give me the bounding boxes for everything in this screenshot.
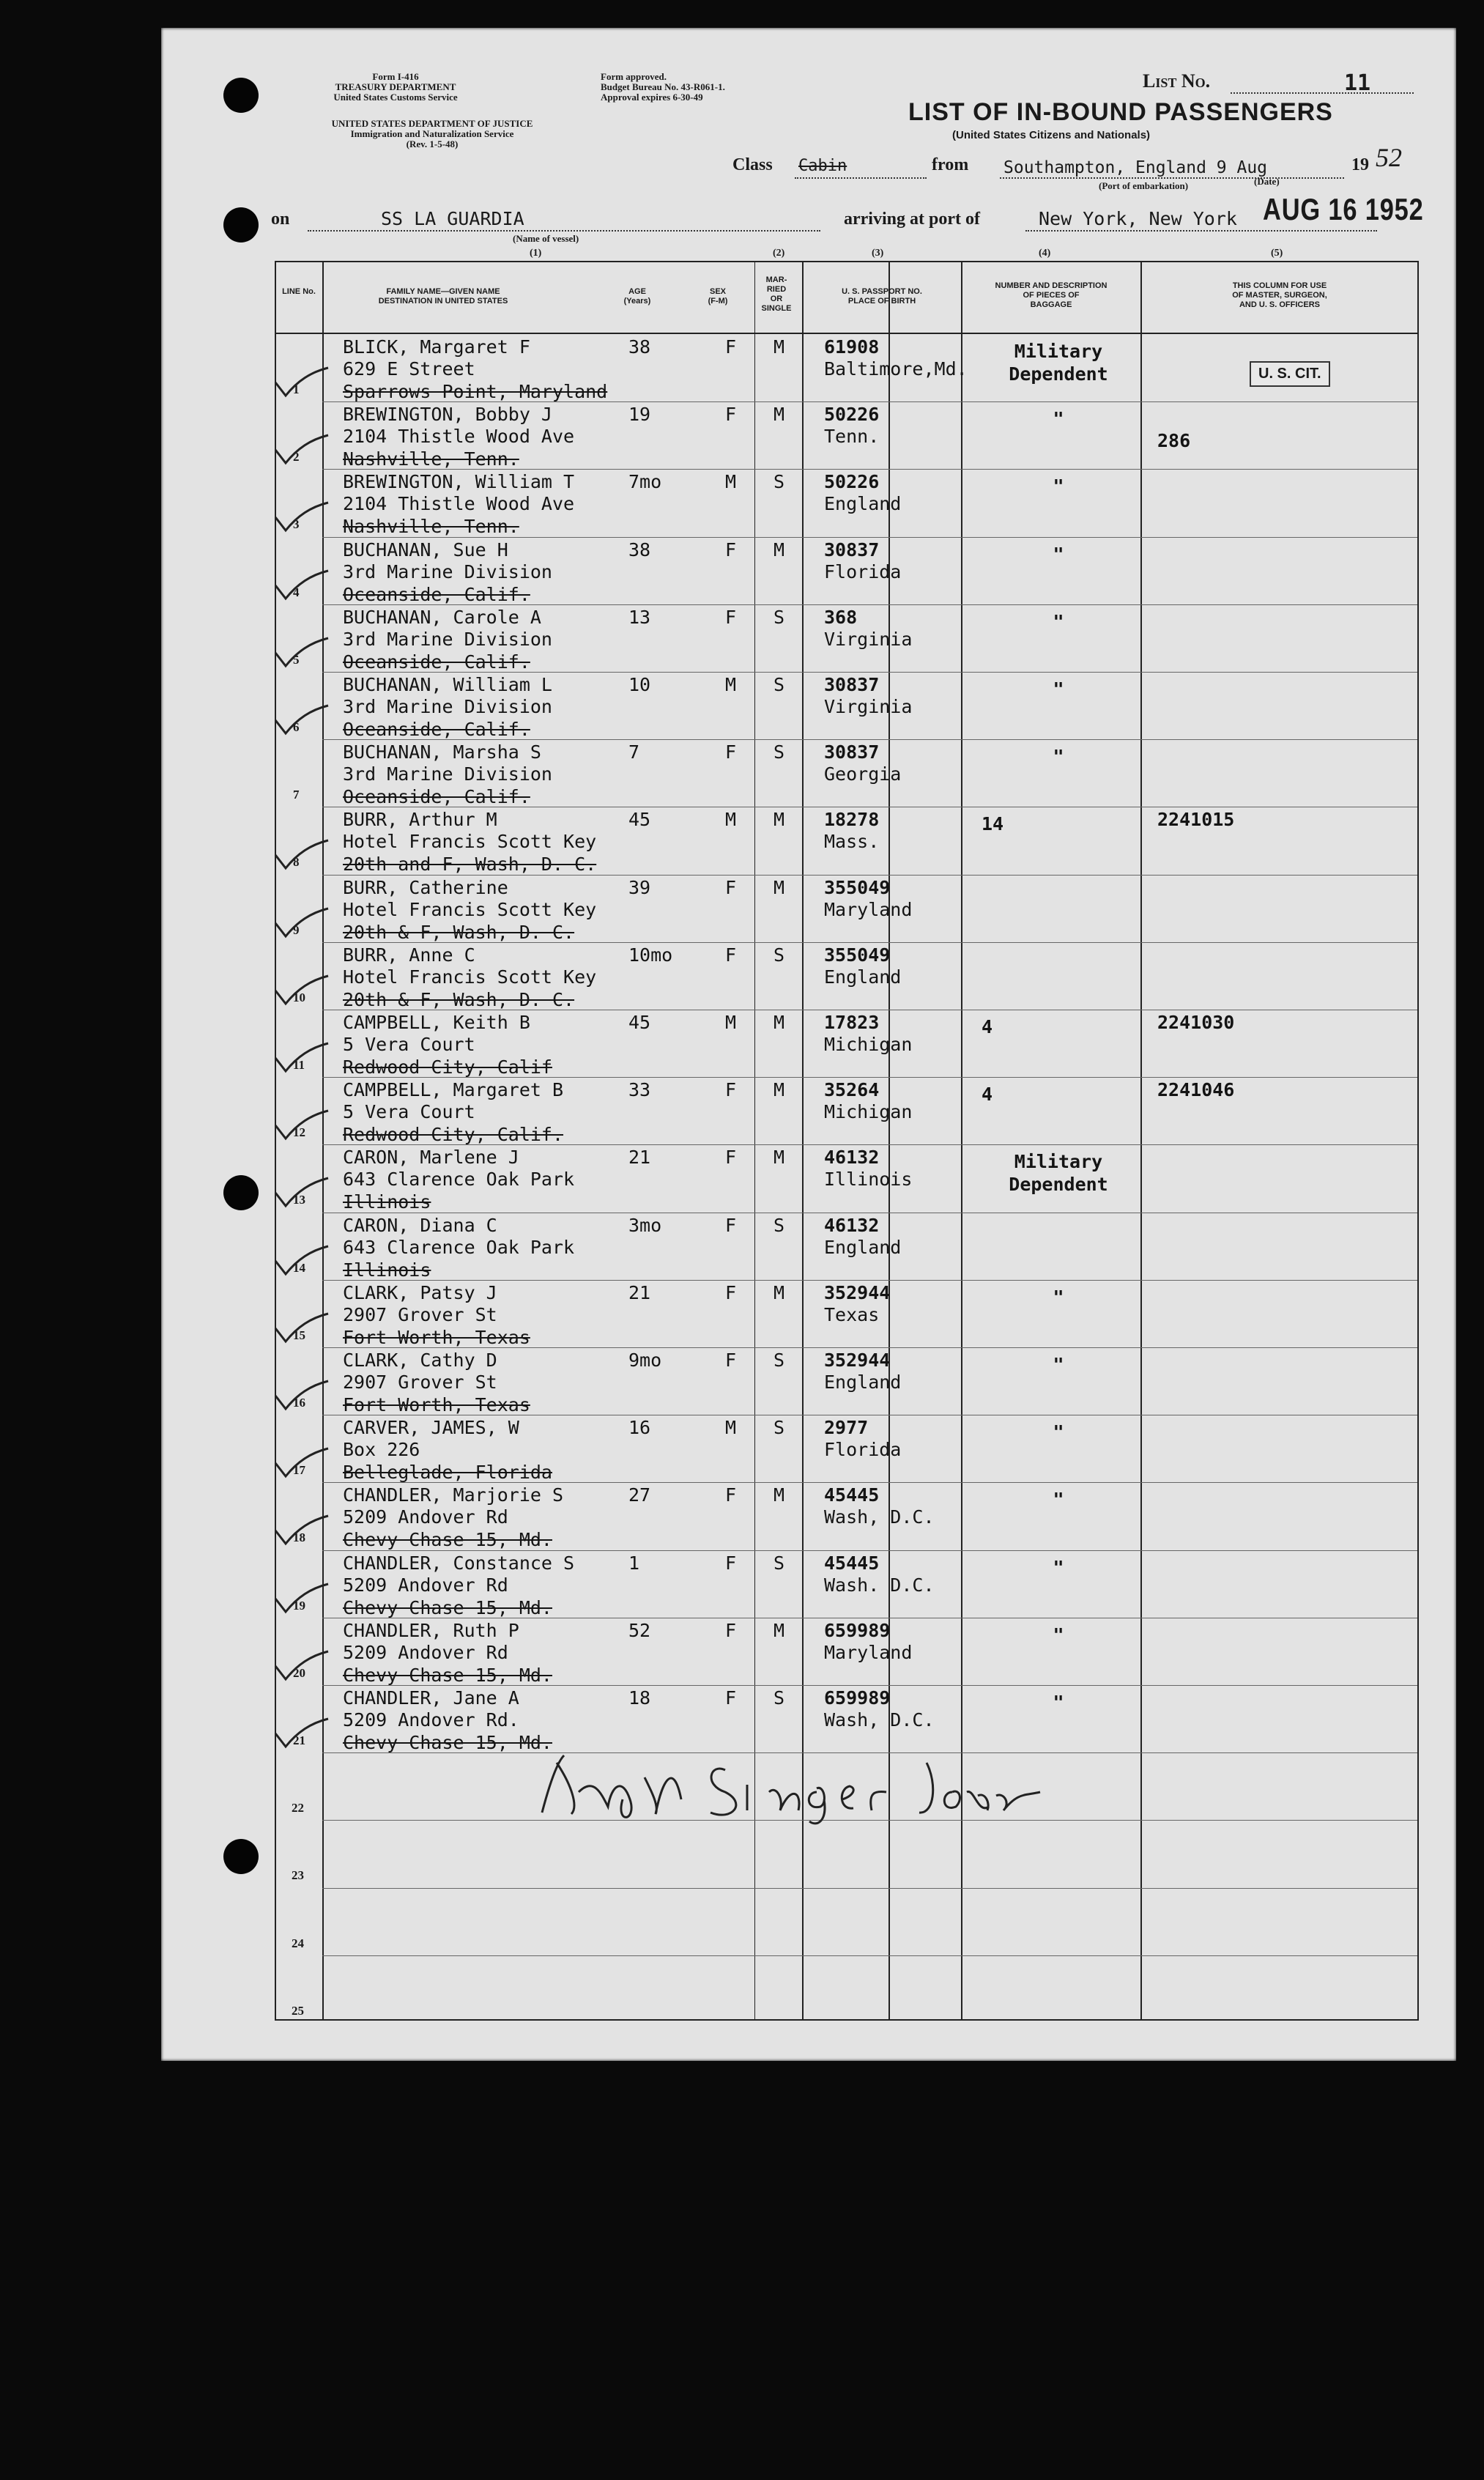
age-cell: 1 [628, 1552, 640, 1574]
age-cell: 21 [628, 1281, 651, 1303]
passenger-name: BURR, Catherine [343, 876, 508, 898]
sex-cell: F [725, 1552, 737, 1574]
year-prefix: 19 [1351, 155, 1369, 174]
destination-street: 3rd Marine Division [343, 696, 552, 717]
class-value: Cabin [798, 157, 847, 175]
baggage-cell: " [1053, 1692, 1064, 1713]
table-bottom-border [275, 2019, 1417, 2021]
destination-street: Hotel Francis Scott Key [343, 898, 597, 920]
col-divider [1140, 261, 1142, 2021]
date-note: (Date) [1254, 176, 1280, 187]
line-number: 7 [293, 788, 300, 802]
checkmark-icon [272, 704, 331, 736]
line-number: 23 [292, 1868, 304, 1883]
passenger-name: BUCHANAN, William L [343, 674, 552, 695]
sex-cell: F [725, 1214, 737, 1236]
destination-city: Fort Worth, Texas [343, 1394, 530, 1415]
column-number: (1) [530, 248, 542, 259]
destination-city: Illinois [343, 1259, 431, 1281]
sex-cell: F [725, 1484, 737, 1506]
place-of-birth: Wash, D.C. [824, 1506, 935, 1528]
marital-status-cell: M [773, 1619, 785, 1641]
age-cell: 45 [628, 1012, 651, 1033]
table-row-divider [322, 1955, 1417, 1956]
passport-number: 352944 [824, 1350, 891, 1371]
sex-cell: F [725, 876, 737, 898]
passenger-name: BREWINGTON, Bobby J [343, 404, 552, 426]
line-number: 24 [292, 1936, 304, 1950]
marital-status-cell: M [773, 1079, 785, 1101]
column-number: (4) [1039, 248, 1051, 259]
destination-city: Redwood City, Calif [343, 1056, 552, 1078]
age-cell: 7 [628, 741, 640, 763]
baggage-cell: " [1053, 1286, 1064, 1308]
destination-city: 20th & F, Wash, D. C. [343, 921, 575, 943]
line-number: 25 [292, 2003, 304, 2018]
destination-street: 5209 Andover Rd. [343, 1709, 519, 1731]
table-row-divider [322, 1280, 1417, 1281]
marital-status-cell: S [773, 674, 785, 695]
baggage-cell: " [1053, 1556, 1064, 1578]
sex-cell: M [725, 1417, 737, 1439]
age-cell: 9mo [628, 1350, 662, 1371]
passenger-name: BREWINGTON, William T [343, 471, 575, 493]
destination-city: Nashville, Tenn. [343, 448, 519, 470]
passport-number: 659989 [824, 1619, 891, 1641]
marital-status-cell: S [773, 471, 785, 493]
passport-number: 45445 [824, 1552, 880, 1574]
age-cell: 21 [628, 1147, 651, 1169]
punch-hole [223, 1839, 259, 1874]
passenger-name: CARON, Diana C [343, 1214, 497, 1236]
checkmark-icon [272, 569, 331, 602]
sex-cell: F [725, 336, 737, 358]
destination-street: 629 E Street [343, 358, 475, 380]
sex-cell: F [725, 606, 737, 628]
place-of-birth: Michigan [824, 1034, 913, 1055]
destination-city: Oceanside, Calif. [343, 651, 530, 673]
destination-street: 643 Clarence Oak Park [343, 1169, 575, 1191]
destination-city: Oceanside, Calif. [343, 786, 530, 808]
class-label: Class [732, 155, 773, 174]
destination-city: Illinois [343, 1191, 431, 1213]
checkmark-icon [272, 1177, 331, 1209]
vessel-name: SS LA GUARDIA [381, 208, 524, 229]
passenger-name: CLARK, Cathy D [343, 1350, 497, 1371]
marital-status-cell: M [773, 1147, 785, 1169]
sex-cell: F [725, 741, 737, 763]
baggage-cell: " [1053, 678, 1064, 700]
line-number: 11 [293, 1058, 305, 1072]
destination-city: Fort Worth, Texas [343, 1326, 530, 1348]
passenger-name: BURR, Anne C [343, 944, 475, 966]
baggage-cell: 4 [982, 1084, 993, 1106]
list-no-label: List No. [1143, 70, 1211, 92]
place-of-birth: England [824, 493, 902, 515]
checkmark-icon [272, 1380, 331, 1412]
destination-street: 643 Clarence Oak Park [343, 1236, 575, 1258]
checkmark-icon [272, 1447, 331, 1479]
line-number: 2 [293, 450, 300, 464]
passport-number: 352944 [824, 1281, 891, 1303]
age-cell: 38 [628, 538, 651, 560]
destination-street: Hotel Francis Scott Key [343, 831, 597, 853]
table-header-border [275, 333, 1417, 334]
punch-hole [223, 207, 259, 243]
place-of-birth: Virginia [824, 696, 913, 717]
passport-number: 18278 [824, 809, 880, 831]
passenger-name: CARVER, JAMES, W [343, 1417, 519, 1439]
destination-street: 2907 Grover St [343, 1372, 497, 1393]
line-number: 20 [293, 1665, 305, 1680]
marital-status-cell: S [773, 944, 785, 966]
passport-number: 46132 [824, 1214, 880, 1236]
marital-status-cell: M [773, 876, 785, 898]
header-passport-birth: U. S. PASSPORT NO. PLACE OF BIRTH [842, 287, 922, 306]
destination-city: Chevy Chase 15, Md. [343, 1732, 552, 1753]
baggage-cell: 14 [982, 813, 1004, 835]
officer-notes: 2241015 [1157, 809, 1235, 831]
passport-number: 659989 [824, 1687, 891, 1709]
line-number: 19 [293, 1598, 305, 1613]
passenger-name: BLICK, Margaret F [343, 336, 530, 358]
signature-drawing [527, 1733, 1055, 1829]
line-number: 9 [293, 922, 300, 937]
marital-status-cell: M [773, 1012, 785, 1033]
destination-street: 2104 Thistle Wood Ave [343, 493, 575, 515]
passenger-name: CLARK, Patsy J [343, 1281, 497, 1303]
destination-city: Nashville, Tenn. [343, 516, 519, 538]
sex-cell: F [725, 1619, 737, 1641]
table-top-border [275, 261, 1417, 262]
marital-status-cell: M [773, 1281, 785, 1303]
marital-status-cell: M [773, 336, 785, 358]
place-of-birth: Maryland [824, 1641, 913, 1663]
marital-status-cell: S [773, 1417, 785, 1439]
age-cell: 13 [628, 606, 651, 628]
passport-number: 368 [824, 606, 858, 628]
line-number: 6 [293, 720, 300, 734]
year-suffix: 52 [1376, 143, 1402, 172]
passport-number: 17823 [824, 1012, 880, 1033]
checkmark-icon [272, 366, 331, 399]
destination-street: 3rd Marine Division [343, 560, 552, 582]
us-citizen-stamp: U. S. CIT. [1250, 361, 1330, 387]
place-of-birth: Baltimore,Md. [824, 358, 968, 380]
age-cell: 45 [628, 809, 651, 831]
line-number: 14 [293, 1260, 305, 1275]
sex-cell: M [725, 1012, 737, 1033]
baggage-cell: " [1053, 1354, 1064, 1375]
punch-hole [223, 78, 259, 113]
baggage-cell: Military Dependent [1009, 341, 1108, 385]
list-no-line [1231, 92, 1414, 94]
destination-city: Chevy Chase 15, Md. [343, 1664, 552, 1686]
class-line [795, 177, 927, 179]
destination-street: 5209 Andover Rd [343, 1641, 508, 1663]
passport-number: 355049 [824, 876, 891, 898]
checkmark-icon [272, 434, 331, 466]
passenger-name: BURR, Arthur M [343, 809, 497, 831]
baggage-cell: " [1053, 1489, 1064, 1511]
place-of-birth: Florida [824, 560, 902, 582]
destination-city: Redwood City, Calif. [343, 1124, 564, 1146]
passport-number: 50226 [824, 471, 880, 493]
sex-cell: F [725, 944, 737, 966]
sex-cell: M [725, 471, 737, 493]
destination-street: 5 Vera Court [343, 1034, 475, 1055]
line-number: 4 [293, 585, 300, 599]
destination-street: 2104 Thistle Wood Ave [343, 426, 575, 448]
baggage-cell: " [1053, 1421, 1064, 1443]
place-of-birth: Michigan [824, 1101, 913, 1123]
checkmark-icon [272, 839, 331, 871]
sex-cell: F [725, 1281, 737, 1303]
checkmark-icon [272, 907, 331, 939]
baggage-cell: " [1053, 543, 1064, 565]
officer-notes: 2241030 [1157, 1012, 1235, 1033]
place-of-birth: England [824, 1372, 902, 1393]
line-number: 10 [293, 990, 305, 1004]
age-cell: 18 [628, 1687, 651, 1709]
age-cell: 39 [628, 876, 651, 898]
vessel-line [308, 230, 820, 232]
baggage-cell: 4 [982, 1016, 993, 1037]
marital-status-cell: S [773, 1350, 785, 1371]
place-of-birth: Virginia [824, 628, 913, 650]
baggage-cell: " [1053, 408, 1064, 430]
header-line-no: LINE No. [282, 287, 316, 296]
line-number: 18 [293, 1530, 305, 1545]
line-number: 5 [293, 652, 300, 667]
header-officers-use: THIS COLUMN FOR USE OF MASTER, SURGEON, AND U. S. OFFICERS [1232, 281, 1327, 309]
marital-status-cell: M [773, 404, 785, 426]
sex-cell: F [725, 404, 737, 426]
place-of-birth: Maryland [824, 898, 913, 920]
age-cell: 27 [628, 1484, 651, 1506]
place-of-birth: England [824, 1236, 902, 1258]
sex-cell: F [725, 1350, 737, 1371]
marital-status-cell: S [773, 1552, 785, 1574]
age-cell: 52 [628, 1619, 651, 1641]
arriving-label: arriving at port of [844, 210, 980, 229]
line-number: 15 [293, 1328, 305, 1342]
passenger-name: BUCHANAN, Sue H [343, 538, 508, 560]
place-of-birth: Tenn. [824, 426, 880, 448]
baggage-cell: " [1053, 475, 1064, 497]
destination-street: Hotel Francis Scott Key [343, 966, 597, 988]
on-label: on [271, 210, 290, 229]
place-of-birth: Illinois [824, 1169, 913, 1191]
port-line [1025, 230, 1377, 232]
passenger-name: CAMPBELL, Keith B [343, 1012, 530, 1033]
checkmark-icon [272, 1514, 331, 1547]
age-cell: 16 [628, 1417, 651, 1439]
checkmark-icon [272, 1312, 331, 1344]
passport-number: 2977 [824, 1417, 869, 1439]
place-of-birth: Wash, D.C. [824, 1709, 935, 1731]
sex-cell: F [725, 538, 737, 560]
checkmark-icon [272, 1717, 331, 1750]
passport-number: 46132 [824, 1147, 880, 1169]
line-number: 12 [293, 1125, 305, 1140]
place-of-birth: Texas [824, 1303, 880, 1325]
passenger-name: CHANDLER, Ruth P [343, 1619, 519, 1641]
list-no-value: 11 [1344, 70, 1371, 96]
baggage-cell: " [1053, 610, 1064, 632]
passport-number: 35264 [824, 1079, 880, 1101]
age-cell: 38 [628, 336, 651, 358]
from-line [1000, 177, 1344, 179]
passport-number: 30837 [824, 674, 880, 695]
marital-status-cell: M [773, 809, 785, 831]
line-number: 8 [293, 855, 300, 870]
vessel-note: (Name of vessel) [513, 233, 579, 244]
arrival-date-stamp: AUG 16 1952 [1263, 192, 1424, 226]
header-name-destination: FAMILY NAME—GIVEN NAME DESTINATION IN UNITED STATES [378, 287, 508, 306]
treasury-block: Form I-416 TREASURY DEPARTMENT United States Customs Service [333, 71, 458, 103]
line-number: 22 [292, 1801, 304, 1815]
destination-city: Oceanside, Calif. [343, 719, 530, 740]
destination-city: Oceanside, Calif. [343, 583, 530, 605]
punch-hole [223, 1175, 259, 1210]
marital-status-cell: S [773, 1214, 785, 1236]
age-cell: 10 [628, 674, 651, 695]
justice-block: UNITED STATES DEPARTMENT OF JUSTICE Immigration and Naturalization Service (Rev. 1-5-48) [331, 118, 533, 149]
destination-street: 2907 Grover St [343, 1303, 497, 1325]
passenger-name: CHANDLER, Jane A [343, 1687, 519, 1709]
sex-cell: M [725, 674, 737, 695]
baggage-cell: " [1053, 746, 1064, 768]
passport-number: 61908 [824, 336, 880, 358]
age-cell: 19 [628, 404, 651, 426]
destination-street: Box 226 [343, 1439, 420, 1461]
checkmark-icon [272, 1109, 331, 1141]
marital-status-cell: M [773, 538, 785, 560]
checkmark-icon [272, 1583, 331, 1615]
from-note: (Port of embarkation) [1099, 180, 1189, 191]
passenger-name: BUCHANAN, Marsha S [343, 741, 541, 763]
sex-cell: F [725, 1147, 737, 1169]
place-of-birth: Florida [824, 1439, 902, 1461]
passport-number: 50226 [824, 404, 880, 426]
passport-number: 30837 [824, 538, 880, 560]
line-number: 21 [293, 1733, 305, 1747]
baggage-cell: " [1053, 1624, 1064, 1646]
destination-street: 5 Vera Court [343, 1101, 475, 1123]
age-cell: 10mo [628, 944, 673, 966]
destination-city: Chevy Chase 15, Md. [343, 1596, 552, 1618]
approval-block: Form approved. Budget Bureau No. 43-R061-1. Approval expires 6-30-49 [601, 71, 725, 103]
age-cell: 33 [628, 1079, 651, 1101]
destination-street: 3rd Marine Division [343, 763, 552, 785]
marital-status-cell: S [773, 1687, 785, 1709]
destination-street: 5209 Andover Rd [343, 1506, 508, 1528]
place-of-birth: Georgia [824, 763, 902, 785]
from-label: from [932, 155, 969, 174]
age-cell: 3mo [628, 1214, 662, 1236]
column-number: (2) [773, 248, 785, 259]
checkmark-icon [272, 974, 331, 1007]
baggage-cell: Military Dependent [1009, 1151, 1108, 1196]
column-number: (3) [872, 248, 884, 259]
passenger-name: CHANDLER, Marjorie S [343, 1484, 564, 1506]
header-baggage: NUMBER AND DESCRIPTION OF PIECES OF BAGGAGE [995, 281, 1108, 309]
marital-status-cell: M [773, 1484, 785, 1506]
col-divider [1417, 261, 1419, 2021]
passenger-name: CHANDLER, Constance S [343, 1552, 575, 1574]
place-of-birth: Wash. D.C. [824, 1574, 935, 1596]
passenger-name: BUCHANAN, Carole A [343, 606, 541, 628]
passport-number: 30837 [824, 741, 880, 763]
checkmark-icon [272, 1650, 331, 1682]
line-number: 3 [293, 517, 300, 532]
destination-city: Chevy Chase 15, Md. [343, 1529, 552, 1551]
line-number: 13 [293, 1193, 305, 1207]
destination-city: 20th and F, Wash, D. C. [343, 854, 597, 876]
line-number: 1 [293, 382, 300, 396]
port-value: New York, New York [1039, 208, 1237, 229]
passenger-name: CAMPBELL, Margaret B [343, 1079, 564, 1101]
place-of-birth: Mass. [824, 831, 880, 853]
age-cell: 7mo [628, 471, 662, 493]
line-number: 17 [293, 1463, 305, 1478]
destination-city: 20th & F, Wash, D. C. [343, 988, 575, 1010]
sex-cell: M [725, 809, 737, 831]
passport-number: 355049 [824, 944, 891, 966]
marital-status-cell: S [773, 606, 785, 628]
place-of-birth: England [824, 966, 902, 988]
header-age: AGE (Years) [623, 287, 651, 306]
destination-street: 5209 Andover Rd [343, 1574, 508, 1596]
document-subtitle: (United States Citizens and Nationals) [952, 129, 1151, 141]
checkmark-icon [272, 1245, 331, 1277]
from-value: Southampton, England 9 Aug [1003, 158, 1268, 177]
destination-street: 3rd Marine Division [343, 628, 552, 650]
passenger-name: CARON, Marlene J [343, 1147, 519, 1169]
checkmark-icon [272, 637, 331, 669]
destination-city: Belleglade, Florida [343, 1462, 552, 1484]
header-sex: SEX (F-M) [708, 287, 728, 306]
inspector-signature [527, 1733, 1055, 1832]
header-married-single: MAR- RIED OR SINGLE [761, 275, 792, 313]
line-number: 16 [293, 1396, 305, 1410]
sex-cell: F [725, 1079, 737, 1101]
sex-cell: F [725, 1687, 737, 1709]
passport-number: 45445 [824, 1484, 880, 1506]
officer-notes: 286 [1157, 430, 1191, 452]
checkmark-icon [272, 1042, 331, 1074]
document-title: LIST OF IN-BOUND PASSENGERS [908, 98, 1333, 126]
checkmark-icon [272, 501, 331, 533]
column-number: (5) [1271, 248, 1283, 259]
destination-city: Sparrows Point, Maryland [343, 381, 608, 402]
officer-notes: 2241046 [1157, 1079, 1235, 1101]
table-row-divider [322, 1888, 1417, 1889]
marital-status-cell: S [773, 741, 785, 763]
